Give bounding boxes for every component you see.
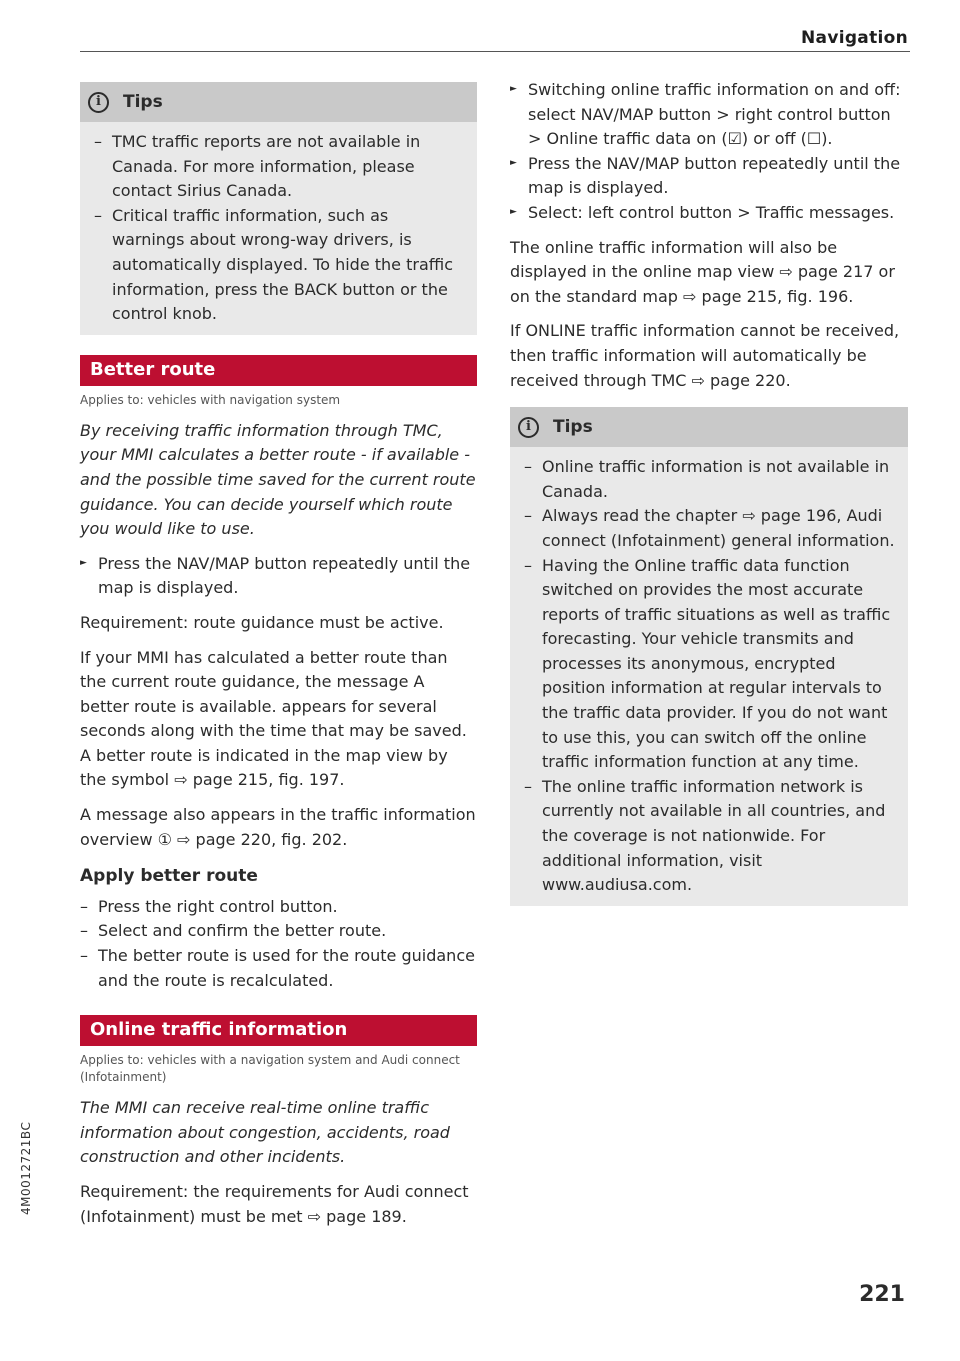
section-title: Better route bbox=[80, 355, 477, 386]
step-item: ► Press the NAV/MAP button repeatedly until the map is displayed. bbox=[80, 552, 477, 601]
list-item: – Press the right control button. bbox=[80, 895, 477, 920]
list-item: – Critical traffic information, such as warnings about wrong-way drivers, is automatically displayed. To hide the traffic information, press the BACK button or the control knob. bbox=[94, 204, 465, 327]
paragraph: If ONLINE traffic information cannot be received, then traffic information will automatically be received through TMC ⇨ page 220. bbox=[510, 321, 900, 390]
step-item: ► Press the NAV/MAP button repeatedly until the map is displayed. bbox=[510, 152, 908, 201]
list-item: – Select and confirm the better route. bbox=[80, 919, 477, 944]
intro-text: The MMI can receive real-time online traffic information about congestion, accidents, road construction and other incidents. bbox=[80, 1098, 450, 1167]
paragraph: A message also appears in the traffic information overview ① ⇨ page 220, fig. 202. bbox=[80, 805, 476, 849]
page-number: 221 bbox=[859, 1282, 905, 1307]
section-title: Online traffic information bbox=[80, 1015, 477, 1046]
subheading: Apply better route bbox=[80, 866, 258, 887]
list-item: – The better route is used for the route guidance and the route is recalculated. bbox=[80, 944, 477, 993]
info-icon: i bbox=[518, 417, 539, 438]
tips-box bbox=[80, 82, 477, 335]
tips-label: Tips bbox=[123, 91, 163, 112]
right-column bbox=[510, 78, 908, 906]
document-code: 4M0012721BC bbox=[19, 1121, 33, 1215]
list-item: – The online traffic information network is currently not available in all countries, and the coverage is not nationwide. For additional information, visit www.audiusa.com. bbox=[524, 775, 896, 898]
list-item: – Always read the chapter ⇨ page 196, Audi connect (Infotainment) general information. bbox=[524, 504, 896, 553]
list-item: – Having the Online traffic data function switched on provides the most accurate reports of traffic situations as well as traffic forecasting. Your vehicle transmits and processes its anonymous, encrypted position information at regular intervals to the traffic data provider. If you do not want to use this, you can switch off the online traffic information function at any time. bbox=[524, 554, 896, 775]
chapter-title: Navigation bbox=[801, 28, 908, 48]
requirement-text: Requirement: the requirements for Audi connect (Infotainment) must be met ⇨ page 189. bbox=[80, 1182, 469, 1226]
requirement-text: Requirement: route guidance must be active. bbox=[80, 612, 444, 632]
applies-to: Applies to: vehicles with a navigation system and Audi connect (Infotainment) bbox=[80, 1053, 460, 1085]
header-rule bbox=[80, 51, 910, 52]
step-item: ► Switching online traffic information on and off: select NAV/MAP button > right control button > Online traffic data on (☑) or off (☐). bbox=[510, 78, 908, 152]
paragraph: If your MMI has calculated a better route than the current route guidance, the message A better route is available. appears for several seconds along with the time that may be saved. A better route is indicated in the map view by the symbol ⇨ page 215, fig. 197. bbox=[80, 647, 467, 790]
list-item: – Online traffic information is not available in Canada. bbox=[524, 455, 896, 504]
tips-header bbox=[80, 82, 477, 122]
intro-text: By receiving traffic information through TMC, your MMI calculates a better route - if available - and the possible time saved for the current route guidance. You can decide yourself which route you would like to use. bbox=[80, 420, 476, 539]
list-item: – TMC traffic reports are not available in Canada. For more information, please contact Sirius Canada. bbox=[94, 130, 465, 204]
tips-label: Tips bbox=[553, 416, 593, 437]
paragraph: The online traffic information will also be displayed in the online map view ⇨ page 217 or on the standard map ⇨ page 215, fig. 196. bbox=[510, 237, 895, 306]
step-item: ► Select: left control button > Traffic messages. bbox=[510, 201, 908, 226]
tips-header bbox=[510, 407, 908, 447]
tips-box bbox=[510, 407, 908, 906]
info-icon: i bbox=[88, 92, 109, 113]
applies-to: Applies to: vehicles with navigation system bbox=[80, 392, 341, 407]
left-column bbox=[80, 82, 477, 1229]
